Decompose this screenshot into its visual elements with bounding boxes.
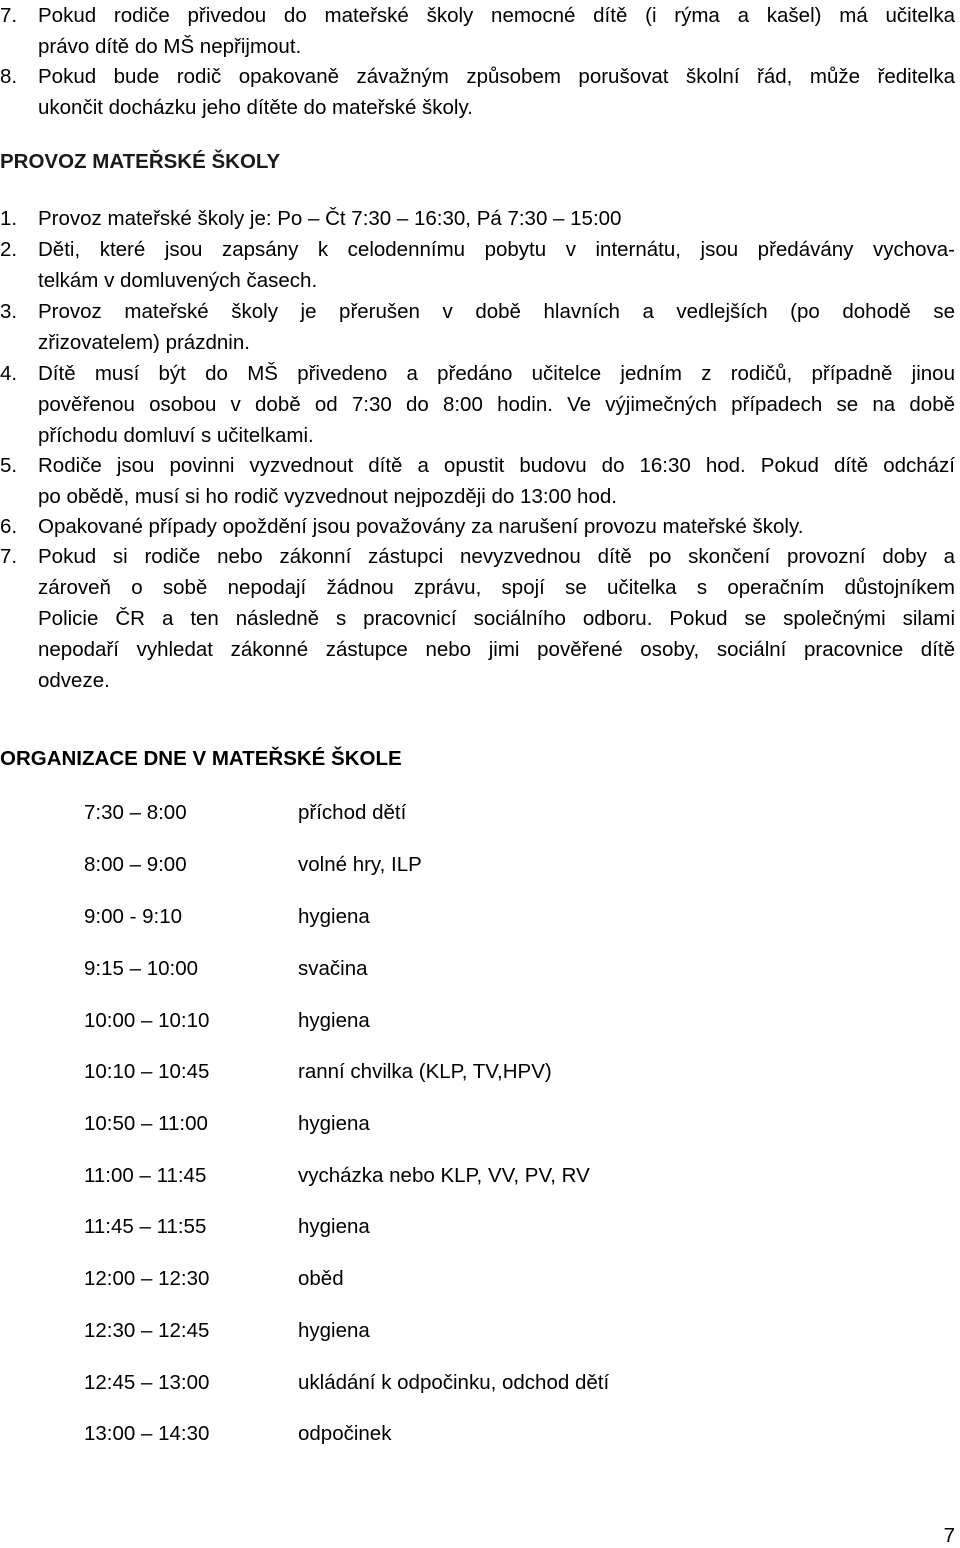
list-number: 4. <box>0 362 18 385</box>
text-line: Provoz mateřské školy je přerušen v době hlavních a vedlejších (po dohodě se <box>38 300 955 323</box>
text-line: Děti, které jsou zapsány k celodennímu pobytu v internátu, jsou předávány vychova- <box>38 238 955 261</box>
schedule-time: 11:00 – 11:45 <box>84 1164 207 1187</box>
schedule-activity: hygiena <box>298 1112 370 1135</box>
schedule-activity: svačina <box>298 957 368 980</box>
list-number: 8. <box>0 65 18 88</box>
schedule-activity: příchod dětí <box>298 801 407 824</box>
schedule-activity: vycházka nebo KLP, VV, PV, RV <box>298 1164 590 1187</box>
schedule-time: 12:30 – 12:45 <box>84 1319 210 1342</box>
section-heading-organizace: ORGANIZACE DNE V MATEŘSKÉ ŠKOLE <box>0 747 402 770</box>
list-text <box>38 511 955 542</box>
schedule-time: 12:00 – 12:30 <box>84 1267 210 1290</box>
schedule-time: 10:10 – 10:45 <box>84 1060 210 1083</box>
text-line: Dítě musí být do MŠ přivedeno a předáno učitelce jedním z rodičů, případně jinou <box>38 362 955 385</box>
schedule-time: 9:00 - 9:10 <box>84 905 183 928</box>
text-line: telkám v domluvených časech. <box>38 269 318 292</box>
text-line: nepodaří vyhledat zákonné zástupce nebo jimi pověřené osoby, sociální pracovnice dítě <box>38 638 955 661</box>
text-line: pověřenou osobou v době od 7:30 do 8:00 hodin. Ve výjimečných případech se na době <box>38 393 955 416</box>
list-number: 6. <box>0 515 18 538</box>
list-number: 7. <box>0 545 18 568</box>
schedule-time: 10:00 – 10:10 <box>84 1009 210 1032</box>
text-line: Rodiče jsou povinni vyzvednout dítě a opustit budovu do 16:30 hod. Pokud dítě odchází <box>38 454 955 477</box>
schedule-activity: oběd <box>298 1267 344 1290</box>
schedule-time: 8:00 – 9:00 <box>84 853 187 876</box>
page-number: 7 <box>943 1524 955 1547</box>
list-text <box>38 0 955 62</box>
schedule-row <box>84 1006 884 1036</box>
text-line: zřizovatelem) prázdnin. <box>38 331 250 354</box>
list-text <box>38 450 955 512</box>
list-text <box>38 61 955 123</box>
schedule-activity: hygiena <box>298 905 370 928</box>
list-text <box>38 296 955 358</box>
text-line: odveze. <box>38 669 110 692</box>
text-line: Pokud si rodiče nebo zákonní zástupci nevyzvednou dítě po skončení provozní doby a <box>38 545 955 568</box>
text-line: Pokud bude rodič opakovaně závažným způsobem porušovat školní řád, může ředitelka <box>38 65 955 88</box>
list-number: 5. <box>0 454 18 477</box>
schedule-row <box>84 1212 884 1242</box>
schedule-row <box>84 1161 884 1191</box>
list-text <box>38 358 955 451</box>
list-number: 2. <box>0 238 18 261</box>
list-number: 7. <box>0 4 18 27</box>
list-text <box>38 541 955 696</box>
text-line: ukončit docházku jeho dítěte do mateřské školy. <box>38 96 473 119</box>
text-line: Policie ČR a ten následně s pracovnicí sociálního odboru. Pokud se společnými silami <box>38 607 955 630</box>
text-line: Provoz mateřské školy je: Po – Čt 7:30 – 16:30, Pá 7:30 – 15:00 <box>38 207 622 230</box>
schedule-activity: volné hry, ILP <box>298 853 422 876</box>
list-text <box>38 234 955 296</box>
schedule-activity: hygiena <box>298 1009 370 1032</box>
schedule-time: 10:50 – 11:00 <box>84 1112 208 1135</box>
schedule-row <box>84 1419 884 1449</box>
schedule-activity: ranní chvilka (KLP, TV,HPV) <box>298 1060 552 1083</box>
schedule-row <box>84 1368 884 1398</box>
text-line: právo dítě do MŠ nepřijmout. <box>38 35 302 58</box>
schedule-time: 11:45 – 11:55 <box>84 1215 207 1238</box>
list-number: 1. <box>0 207 18 230</box>
schedule-time: 12:45 – 13:00 <box>84 1371 210 1394</box>
schedule-activity: hygiena <box>298 1215 370 1238</box>
schedule-activity: hygiena <box>298 1319 370 1342</box>
schedule-row <box>84 1316 884 1346</box>
schedule-row <box>84 1264 884 1294</box>
list-text <box>38 203 955 234</box>
schedule-row <box>84 850 884 880</box>
schedule-row <box>84 798 884 828</box>
text-line: Opakované případy opoždění jsou považovány za narušení provozu mateřské školy. <box>38 515 804 538</box>
schedule-time: 7:30 – 8:00 <box>84 801 187 824</box>
schedule-time: 9:15 – 10:00 <box>84 957 198 980</box>
text-line: po obědě, musí si ho rodič vyzvednout nejpozději do 13:00 hod. <box>38 485 617 508</box>
list-number: 3. <box>0 300 18 323</box>
section-heading-provoz: PROVOZ MATEŘSKÉ ŠKOLY <box>0 150 281 173</box>
text-line: Pokud rodiče přivedou do mateřské školy nemocné dítě (i rýma a kašel) má učitelka <box>38 4 955 27</box>
schedule-row <box>84 954 884 984</box>
schedule-time: 13:00 – 14:30 <box>84 1422 210 1445</box>
schedule-row <box>84 1109 884 1139</box>
text-line: příchodu domluví s učitelkami. <box>38 424 314 447</box>
text-line: zároveň o sobě nepodají žádnou zprávu, spojí se učitelka s operačním důstojníkem <box>38 576 955 599</box>
schedule-row <box>84 902 884 932</box>
schedule-activity: odpočinek <box>298 1422 392 1445</box>
schedule-activity: ukládání k odpočinku, odchod dětí <box>298 1371 610 1394</box>
schedule-row <box>84 1057 884 1087</box>
